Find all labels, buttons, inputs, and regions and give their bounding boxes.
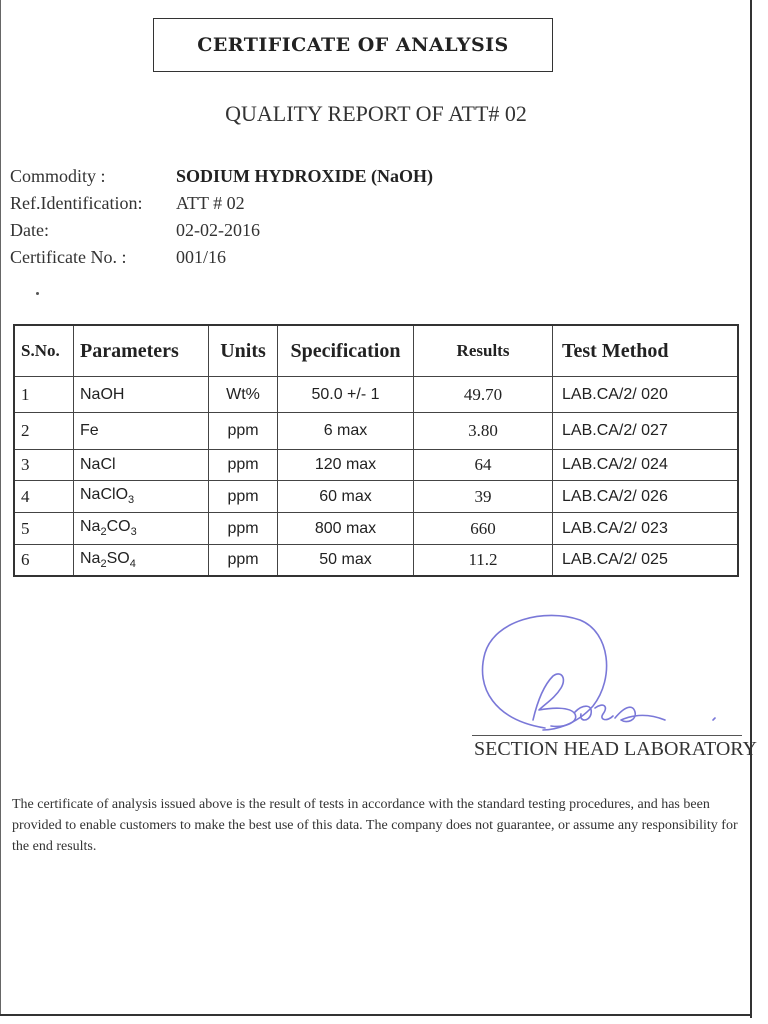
signature-line — [472, 735, 742, 736]
page-edge-right — [750, 0, 752, 1018]
cell-sno: 3 — [14, 450, 74, 481]
cell-units: ppm — [209, 413, 278, 450]
cell-specification: 50.0 +/- 1 — [278, 377, 414, 413]
cell-parameter: NaOH — [74, 377, 209, 413]
header-results: Results — [414, 325, 553, 377]
cell-parameter: $Na_2CO_3$ — [74, 513, 209, 545]
header-test-method: Test Method — [553, 325, 739, 377]
table-row — [14, 413, 738, 450]
table-row — [14, 377, 738, 413]
cell-specification: 800 max — [278, 513, 414, 545]
cell-test-method: LAB.CA/2/ 026 — [553, 481, 739, 513]
ref-identification-label: Ref.Identification: — [10, 193, 143, 213]
ref-identification-value: ATT # 02 — [176, 193, 245, 213]
cell-result: 64 — [414, 450, 553, 481]
cell-specification: 60 max — [278, 481, 414, 513]
cell-specification: 120 max — [278, 450, 414, 481]
stray-mark — [36, 292, 39, 295]
cell-sno: 6 — [14, 545, 74, 577]
handwritten-signature — [475, 608, 745, 738]
table-row — [14, 513, 738, 545]
table-row — [14, 481, 738, 513]
cell-sno: 5 — [14, 513, 74, 545]
cell-units: ppm — [209, 450, 278, 481]
cell-specification: 6 max — [278, 413, 414, 450]
cell-test-method: LAB.CA/2/ 020 — [553, 377, 739, 413]
table-row — [14, 450, 738, 481]
cell-units: ppm — [209, 481, 278, 513]
commodity-value: SODIUM HYDROXIDE (NaOH) — [176, 166, 434, 186]
cell-test-method: LAB.CA/2/ 025 — [553, 545, 739, 577]
date-label: Date: — [10, 220, 49, 240]
header-sno: S.No. — [14, 325, 74, 377]
cell-sno: 4 — [14, 481, 74, 513]
cell-result: 660 — [414, 513, 553, 545]
date-value: 02-02-2016 — [176, 220, 260, 240]
cell-sno: 2 — [14, 413, 74, 450]
cell-parameter: NaClO$_3$ — [74, 481, 209, 513]
commodity-label: Commodity : — [10, 166, 106, 186]
report-subtitle: QUALITY REPORT OF ATT# 02 — [225, 101, 527, 126]
table-header-row — [14, 325, 738, 377]
page-edge-left — [0, 0, 1, 1016]
cell-parameter: $Na_2SO_4$ — [74, 545, 209, 577]
cell-result: 3.80 — [414, 413, 553, 450]
certificate-title-box — [153, 18, 553, 72]
parameters-table — [13, 324, 739, 577]
certificate-no-value: 001/16 — [176, 247, 227, 267]
cell-test-method: LAB.CA/2/ 023 — [553, 513, 739, 545]
cell-result: 39 — [414, 481, 553, 513]
cell-parameter: Fe — [74, 413, 209, 450]
cell-result: 49.70 — [414, 377, 553, 413]
signatory-title: SECTION HEAD LABORATORY — [474, 738, 757, 760]
cell-sno: 1 — [14, 377, 74, 413]
cell-units: ppm — [209, 513, 278, 545]
table-row — [14, 545, 738, 577]
cell-test-method: LAB.CA/2/ 027 — [553, 413, 739, 450]
disclaimer-text: The certificate of analysis issued above is the result of tests in accordance with the standard testing procedures, and has been provided to enable customers to make the best use of this data. The company does not guarantee, or assume any responsibility for the end results. — [12, 797, 738, 854]
header-parameters: Parameters — [74, 325, 209, 377]
cell-units: ppm — [209, 545, 278, 577]
cell-test-method: LAB.CA/2/ 024 — [553, 450, 739, 481]
header-units: Units — [209, 325, 278, 377]
certificate-title: CERTIFICATE OF ANALYSIS — [197, 34, 509, 56]
page-edge-bottom — [0, 1014, 752, 1016]
cell-specification: 50 max — [278, 545, 414, 577]
certificate-no-label: Certificate No. : — [10, 247, 127, 267]
cell-units: Wt% — [209, 377, 278, 413]
cell-parameter: NaCl — [74, 450, 209, 481]
header-specification: Specification — [278, 325, 414, 377]
cell-result: 11.2 — [414, 545, 553, 577]
